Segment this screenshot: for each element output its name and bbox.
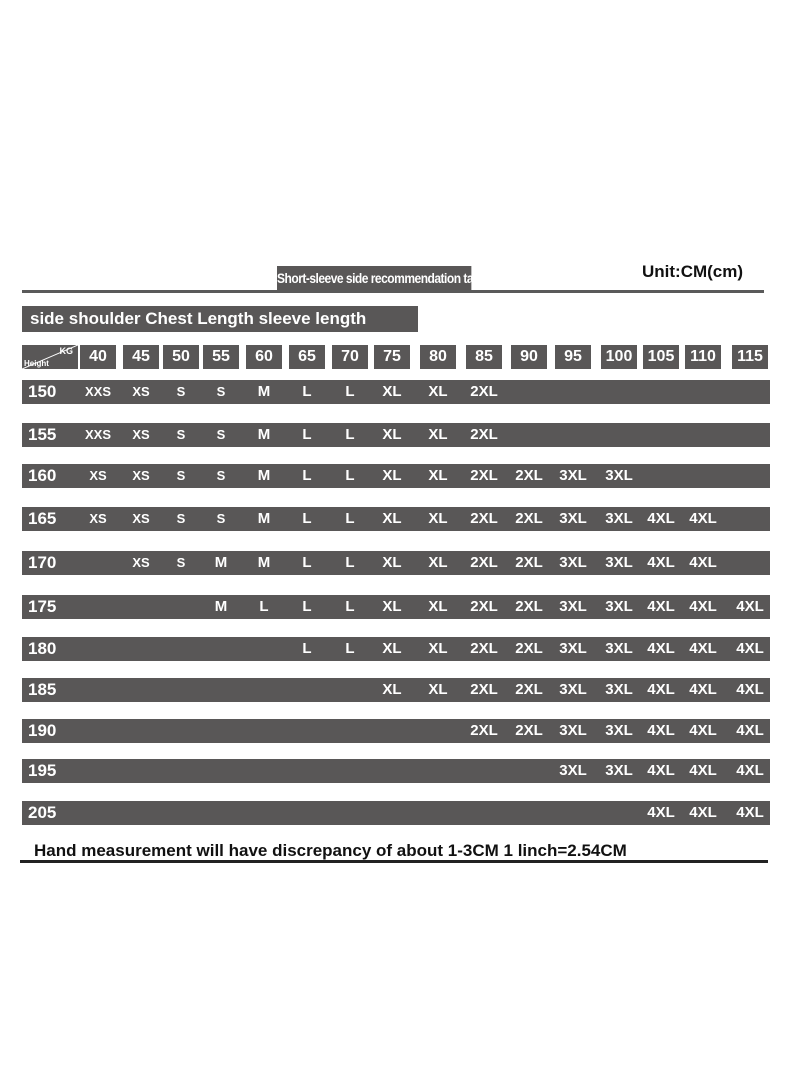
- size-cell: M: [257, 510, 271, 527]
- size-cell: L: [259, 598, 269, 615]
- size-cell: S: [176, 555, 186, 570]
- chart-title: Short-sleeve side recommendation tale: [277, 266, 471, 290]
- size-cell: S: [216, 468, 226, 483]
- weight-header-cell: 75: [374, 345, 410, 369]
- weight-header-cell: 105: [643, 345, 679, 369]
- size-cell: 2XL: [470, 598, 498, 615]
- size-cell: XL: [382, 640, 402, 657]
- size-cell: 3XL: [605, 510, 633, 527]
- size-cell: XXS: [84, 384, 111, 399]
- weight-header-cell: 60: [246, 345, 282, 369]
- size-cell: XL: [382, 383, 402, 400]
- height-cell: 205: [28, 803, 57, 822]
- size-cell: XL: [428, 640, 448, 657]
- size-cell: L: [302, 554, 312, 571]
- size-cell: 3XL: [605, 762, 633, 779]
- measurements-header: side shoulder Chest Length sleeve length: [22, 306, 418, 332]
- weight-header-cell: 90: [511, 345, 547, 369]
- weight-label: KG: [59, 346, 73, 356]
- size-cell: XL: [428, 554, 448, 571]
- size-cell: S: [216, 427, 226, 442]
- size-cell: S: [176, 384, 186, 399]
- height-cell: 155: [28, 425, 57, 444]
- weight-header-cell: 45: [123, 345, 159, 369]
- size-cell: XS: [89, 511, 107, 526]
- unit-label: Unit:CM(cm): [642, 262, 744, 281]
- footer-note: Hand measurement will have discrepancy of about 1-3CM 1 linch=2.54CM: [34, 841, 627, 860]
- size-cell: 4XL: [736, 762, 764, 779]
- size-cell: XL: [428, 426, 448, 443]
- size-cell: 4XL: [689, 554, 717, 571]
- size-cell: 2XL: [470, 681, 498, 698]
- size-cell: XL: [428, 467, 448, 484]
- size-cell: 3XL: [559, 762, 587, 779]
- size-cell: 4XL: [689, 722, 717, 739]
- size-cell: 4XL: [647, 804, 675, 821]
- weight-header-cell: 85: [466, 345, 502, 369]
- height-cell: 170: [28, 553, 57, 572]
- size-cell: L: [345, 510, 355, 527]
- table-row: [22, 759, 770, 783]
- size-cell: XL: [428, 681, 448, 698]
- weight-header-cell: 100: [601, 345, 637, 369]
- size-cell: M: [214, 554, 228, 571]
- bottom-divider: [20, 860, 768, 863]
- size-cell: 4XL: [736, 598, 764, 615]
- size-cell: XL: [382, 681, 402, 698]
- weight-header-cell: 95: [555, 345, 591, 369]
- size-cell: 4XL: [647, 598, 675, 615]
- size-cell: 2XL: [470, 510, 498, 527]
- weight-header-cell: 55: [203, 345, 239, 369]
- size-cell: XL: [382, 467, 402, 484]
- height-cell: 160: [28, 466, 57, 485]
- size-cell: L: [302, 426, 312, 443]
- size-cell: M: [257, 467, 271, 484]
- table-row: [22, 507, 770, 531]
- height-weight-corner: [22, 345, 78, 369]
- size-cell: 4XL: [689, 598, 717, 615]
- table-row: [22, 719, 770, 743]
- size-cell: XL: [382, 554, 402, 571]
- weight-header-cell: 50: [163, 345, 199, 369]
- size-cell: 3XL: [559, 598, 587, 615]
- size-cell: M: [257, 426, 271, 443]
- size-cell: 2XL: [515, 554, 543, 571]
- size-cell: XS: [132, 468, 150, 483]
- size-cell: 2XL: [470, 383, 498, 400]
- table-row: [22, 801, 770, 825]
- size-cell: 2XL: [515, 598, 543, 615]
- size-cell: L: [345, 554, 355, 571]
- size-cell: 4XL: [689, 762, 717, 779]
- size-cell: 3XL: [605, 681, 633, 698]
- size-cell: 3XL: [605, 640, 633, 657]
- size-cell: S: [216, 384, 226, 399]
- table-row: [22, 678, 770, 702]
- top-divider: [22, 290, 764, 293]
- size-cell: M: [257, 383, 271, 400]
- size-cell: 4XL: [647, 554, 675, 571]
- weight-header-cell: 115: [732, 345, 768, 369]
- size-cell: 4XL: [736, 804, 764, 821]
- size-cell: 4XL: [689, 804, 717, 821]
- size-cell: 4XL: [689, 510, 717, 527]
- size-cell: 4XL: [647, 762, 675, 779]
- size-cell: XS: [132, 511, 150, 526]
- height-cell: 185: [28, 680, 57, 699]
- size-cell: L: [345, 383, 355, 400]
- table-row: [22, 423, 770, 447]
- size-cell: L: [302, 383, 312, 400]
- size-cell: XL: [382, 598, 402, 615]
- table-row: [22, 637, 770, 661]
- size-cell: 3XL: [559, 554, 587, 571]
- size-cell: XS: [132, 384, 150, 399]
- size-cell: 2XL: [470, 722, 498, 739]
- size-cell: 2XL: [470, 426, 498, 443]
- weight-header-cell: 40: [80, 345, 116, 369]
- size-cell: L: [302, 598, 312, 615]
- size-cell: XL: [382, 510, 402, 527]
- size-cell: 2XL: [515, 722, 543, 739]
- size-cell: 4XL: [647, 722, 675, 739]
- size-cell: XXS: [84, 427, 111, 442]
- size-cell: XS: [89, 468, 107, 483]
- size-cell: 4XL: [647, 640, 675, 657]
- size-cell: 2XL: [470, 467, 498, 484]
- height-cell: 175: [28, 597, 57, 616]
- size-cell: 4XL: [647, 681, 675, 698]
- size-cell: 3XL: [605, 722, 633, 739]
- size-cell: 2XL: [515, 640, 543, 657]
- height-cell: 190: [28, 721, 57, 740]
- weight-header-cell: 110: [685, 345, 721, 369]
- size-cell: 4XL: [736, 722, 764, 739]
- weight-header-cell: 65: [289, 345, 325, 369]
- table-row: [22, 551, 770, 575]
- size-cell: XL: [382, 426, 402, 443]
- weight-header-cell: 80: [420, 345, 456, 369]
- height-cell: 165: [28, 509, 57, 528]
- size-cell: 3XL: [559, 467, 587, 484]
- size-cell: 3XL: [605, 598, 633, 615]
- height-cell: 195: [28, 761, 57, 780]
- size-cell: XL: [428, 383, 448, 400]
- height-cell: 150: [28, 382, 57, 401]
- size-cell: XL: [428, 510, 448, 527]
- size-cell: 4XL: [647, 510, 675, 527]
- size-cell: 3XL: [559, 681, 587, 698]
- size-cell: L: [302, 510, 312, 527]
- height-label: Height: [24, 359, 49, 368]
- size-cell: L: [345, 467, 355, 484]
- size-cell: L: [302, 467, 312, 484]
- size-cell: 2XL: [470, 554, 498, 571]
- size-cell: S: [176, 468, 186, 483]
- size-cell: 4XL: [689, 681, 717, 698]
- size-cell: M: [257, 554, 271, 571]
- size-cell: M: [214, 598, 228, 615]
- size-cell: XS: [132, 555, 150, 570]
- size-cell: XL: [428, 598, 448, 615]
- size-cell: 2XL: [515, 510, 543, 527]
- size-cell: S: [216, 511, 226, 526]
- size-cell: L: [345, 426, 355, 443]
- size-cell: 3XL: [605, 467, 633, 484]
- size-cell: S: [176, 511, 186, 526]
- size-cell: 3XL: [559, 510, 587, 527]
- size-cell: 3XL: [559, 722, 587, 739]
- size-cell: L: [345, 640, 355, 657]
- size-cell: 3XL: [605, 554, 633, 571]
- size-cell: L: [345, 598, 355, 615]
- size-cell: 4XL: [689, 640, 717, 657]
- size-cell: 4XL: [736, 640, 764, 657]
- size-cell: S: [176, 427, 186, 442]
- size-cell: 2XL: [515, 681, 543, 698]
- size-cell: 2XL: [470, 640, 498, 657]
- size-cell: 3XL: [559, 640, 587, 657]
- size-cell: XS: [132, 427, 150, 442]
- size-cell: 4XL: [736, 681, 764, 698]
- size-cell: 2XL: [515, 467, 543, 484]
- table-row: [22, 380, 770, 404]
- size-cell: L: [302, 640, 312, 657]
- table-row: [22, 464, 770, 488]
- table-row: [22, 595, 770, 619]
- height-cell: 180: [28, 639, 57, 658]
- weight-header-cell: 70: [332, 345, 368, 369]
